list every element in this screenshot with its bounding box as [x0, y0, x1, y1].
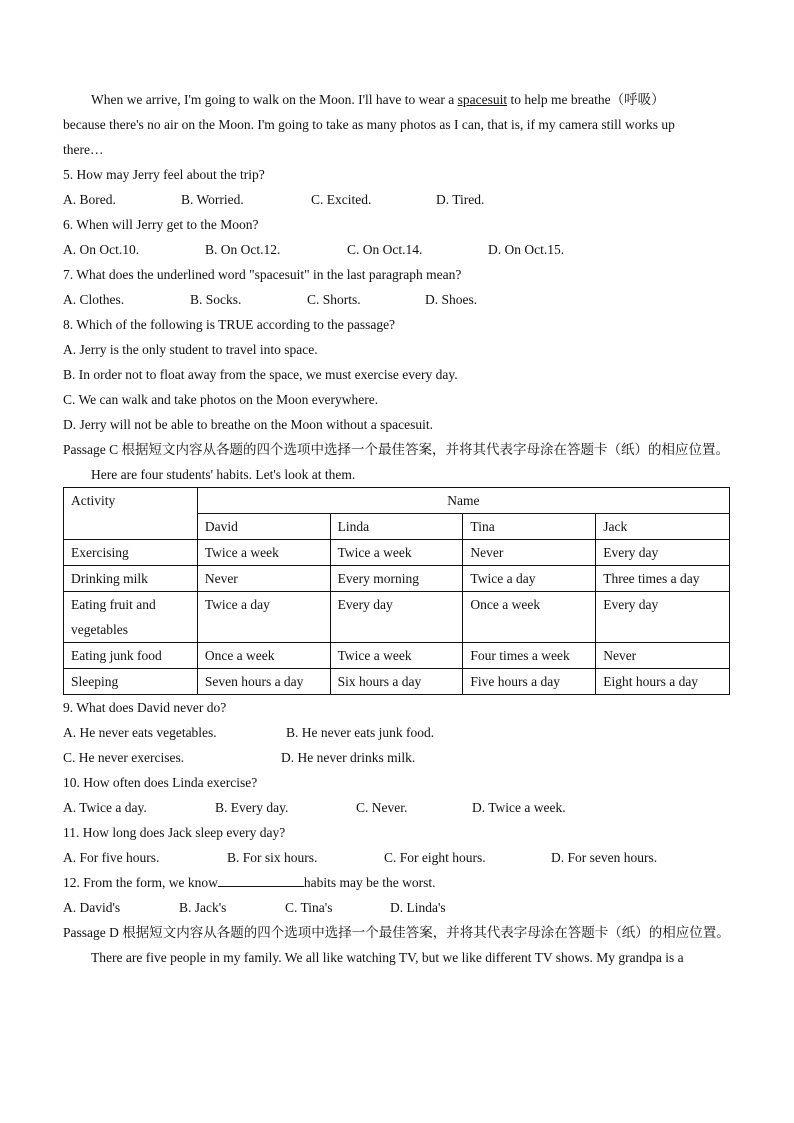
table-cell: Three times a day	[596, 566, 730, 592]
question-9-options-2	[63, 745, 731, 770]
table-header-name: Name	[197, 488, 729, 514]
option: B. In order not to float away from the space, we must exercise every day.	[63, 367, 458, 382]
option: C. For eight hours.	[384, 850, 486, 865]
question-6-stem: 6. When will Jerry get to the Moon?	[63, 217, 259, 232]
question-9-options	[63, 720, 731, 745]
option: C. Tina's	[285, 900, 333, 915]
question-9-stem: 9. What does David never do?	[63, 700, 227, 715]
option: B. Worried.	[181, 192, 244, 207]
question-11-stem: 11. How long does Jack sleep every day?	[63, 825, 286, 840]
table-cell: Twice a day	[197, 592, 330, 643]
exam-page	[63, 87, 731, 970]
question-12-options	[63, 895, 731, 920]
option: C. We can walk and take photos on the Moon everywhere.	[63, 392, 379, 407]
option: D. Linda's	[390, 900, 446, 915]
table-header-cell: Linda	[330, 514, 463, 540]
option: A. Jerry is the only student to travel into space.	[63, 342, 318, 357]
option: B. Socks.	[190, 292, 242, 307]
table-row	[64, 592, 730, 643]
option: B. He never eats junk food.	[286, 725, 435, 740]
option: B. Every day.	[215, 800, 289, 815]
option: B. For six hours.	[227, 850, 318, 865]
question-12-stem	[63, 870, 731, 895]
habits-table	[63, 487, 730, 695]
table-header-row	[64, 488, 730, 514]
option: D. Jerry will not be able to breathe on the Moon without a spacesuit.	[63, 417, 434, 432]
question-8-stem: 8. Which of the following is TRUE according to the passage?	[63, 317, 396, 332]
table-cell: Four times a week	[463, 643, 596, 669]
text-segment: habits may be the worst.	[303, 875, 436, 890]
option: A. David's	[63, 900, 121, 915]
option: C. Shorts.	[307, 292, 361, 307]
option: C. He never exercises.	[63, 750, 185, 765]
option: B. On Oct.12.	[205, 242, 281, 257]
table-cell: Twice a day	[463, 566, 596, 592]
table-cell: Every day	[596, 540, 730, 566]
option: D. Shoes.	[425, 292, 478, 307]
table-header-cell: Tina	[463, 514, 596, 540]
table-cell: Every day	[330, 592, 463, 643]
text-segment: to help me breathe（呼吸）	[507, 92, 665, 107]
table-row	[64, 566, 730, 592]
table-cell: Every day	[596, 592, 730, 643]
table-cell: Exercising	[64, 540, 198, 566]
table-row	[64, 643, 730, 669]
table-cell: Eight hours a day	[596, 669, 730, 695]
question-10-stem: 10. How often does Linda exercise?	[63, 775, 258, 790]
table-cell: Twice a week	[197, 540, 330, 566]
table-cell: Eating junk food	[64, 643, 198, 669]
option: D. On Oct.15.	[488, 242, 565, 257]
text-segment: 12. From the form, we know	[63, 875, 218, 890]
option: A. Clothes.	[63, 292, 125, 307]
table-cell: Never	[197, 566, 330, 592]
option: A. Twice a day.	[63, 800, 147, 815]
question-5-stem: 5. How may Jerry feel about the trip?	[63, 167, 265, 182]
option: B. Jack's	[179, 900, 227, 915]
passage-c-intro: Here are four students' habits. Let's look at them.	[91, 467, 356, 482]
table-cell: Eating fruit and vegetables	[64, 592, 198, 643]
question-6-options	[63, 237, 731, 262]
option: A. He never eats vegetables.	[63, 725, 217, 740]
question-7-stem: 7. What does the underlined word "spacesuit" in the last paragraph mean?	[63, 267, 462, 282]
option: A. Bored.	[63, 192, 116, 207]
answer-blank	[218, 872, 304, 887]
table-header-cell: Jack	[596, 514, 730, 540]
option: D. Tired.	[436, 192, 485, 207]
question-5-options	[63, 187, 731, 212]
table-cell: Once a week	[197, 643, 330, 669]
option: D. For seven hours.	[551, 850, 658, 865]
passage-b-paragraph-line-2: because there's no air on the Moon. I'm going to take as many photos as I can, that is, if my camera still works up	[63, 117, 675, 132]
table-cell: Six hours a day	[330, 669, 463, 695]
table-cell: Never	[596, 643, 730, 669]
option: C. Never.	[356, 800, 408, 815]
option: C. Excited.	[311, 192, 372, 207]
question-10-options	[63, 795, 731, 820]
option: D. He never drinks milk.	[281, 750, 416, 765]
passage-c-instruction: Passage C 根据短文内容从各题的四个选项中选择一个最佳答案，并将其代表字母涂在答题卡（纸）的相应位置。	[63, 442, 729, 457]
table-cell: Twice a week	[330, 643, 463, 669]
table-cell: Drinking milk	[64, 566, 198, 592]
option: A. For five hours.	[63, 850, 160, 865]
table-cell: Every morning	[330, 566, 463, 592]
table-row	[64, 540, 730, 566]
underlined-word-spacesuit: spacesuit	[457, 92, 508, 107]
table-cell: Seven hours a day	[197, 669, 330, 695]
table-cell: Twice a week	[330, 540, 463, 566]
text-segment: When we arrive, I'm going to walk on the Moon. I'll have to wear a	[91, 92, 458, 107]
table-cell: Never	[463, 540, 596, 566]
passage-d-instruction: Passage D 根据短文内容从各题的四个选项中选择一个最佳答案，并将其代表字母涂在答题卡（纸）的相应位置。	[63, 925, 730, 940]
passage-b-paragraph-line-3: there…	[63, 142, 104, 157]
table-header-cell: David	[197, 514, 330, 540]
passage-b-paragraph-line-1	[63, 87, 731, 112]
option: D. Twice a week.	[472, 800, 566, 815]
table-cell: Five hours a day	[463, 669, 596, 695]
table-cell: Once a week	[463, 592, 596, 643]
option: A. On Oct.10.	[63, 242, 140, 257]
table-row	[64, 669, 730, 695]
passage-d-first-line: There are five people in my family. We all like watching TV, but we like different TV shows. My grandpa is a	[91, 950, 684, 965]
option: C. On Oct.14.	[347, 242, 423, 257]
question-7-options	[63, 287, 731, 312]
table-cell: Sleeping	[64, 669, 198, 695]
question-11-options	[63, 845, 731, 870]
table-header-activity: Activity	[64, 488, 198, 540]
